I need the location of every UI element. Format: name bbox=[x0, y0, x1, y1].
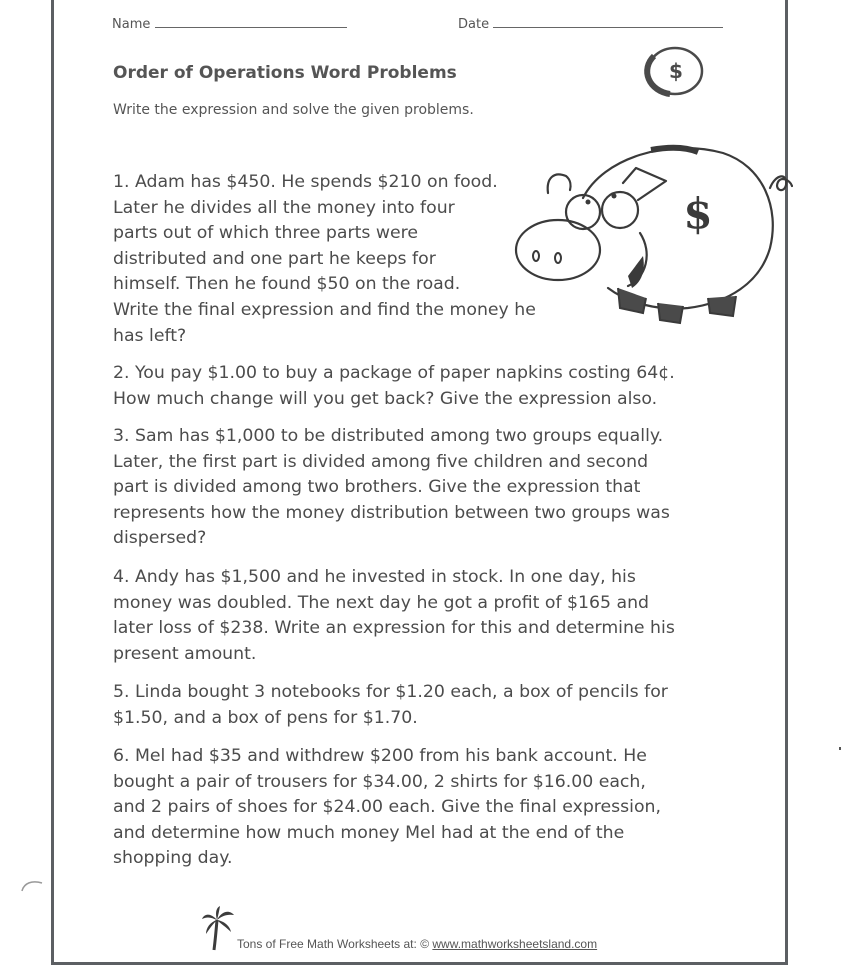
problem-1 bbox=[113, 170, 536, 349]
problem-6-line: bought a pair of trousers for $34.00, 2 shirts for $16.00 each, bbox=[113, 771, 646, 792]
piggy-bank-icon bbox=[508, 138, 793, 328]
problem-6-line: 6. Mel had $35 and withdrew $200 from his bank account. He bbox=[113, 746, 647, 766]
problem-6-line: and 2 pairs of shoes for $24.00 each. Give the final expression, bbox=[113, 797, 661, 818]
problem-4-line: 4. Andy has $1,500 and he invested in stock. In one day, his bbox=[113, 567, 636, 587]
palm-tree-icon bbox=[200, 906, 236, 952]
problem-1-line: Later he divides all the money into four bbox=[113, 197, 455, 218]
page-title: Order of Operations Word Problems bbox=[113, 63, 457, 83]
svg-text:$: $ bbox=[669, 59, 683, 83]
problem-2 bbox=[113, 361, 675, 412]
name-line[interactable] bbox=[155, 27, 347, 28]
problem-4-line: later loss of $238. Write an expression for this and determine his bbox=[113, 618, 675, 639]
problem-4-line: money was doubled. The next day he got a profit of $165 and bbox=[113, 592, 650, 613]
problem-1-line: distributed and one part he keeps for bbox=[113, 248, 436, 269]
problem-6 bbox=[113, 744, 661, 872]
problem-5-line: $1.50, and a box of pens for $1.70. bbox=[113, 707, 418, 728]
scan-mark bbox=[18, 875, 48, 895]
problem-2-line: How much change will you get back? Give the expression also. bbox=[113, 388, 658, 409]
problem-5-line: 5. Linda bought 3 notebooks for $1.20 each, a box of pencils for bbox=[113, 682, 668, 702]
coin-dollar-icon bbox=[640, 44, 706, 100]
date-line[interactable] bbox=[493, 27, 723, 28]
problem-4 bbox=[113, 565, 675, 667]
problem-5 bbox=[113, 680, 668, 731]
problem-2-line: 2. You pay $1.00 to buy a package of paper napkins costing 64¢. bbox=[113, 363, 675, 383]
footer-credit bbox=[237, 937, 597, 951]
problem-3-line: represents how the money distribution between two groups was bbox=[113, 502, 670, 523]
problem-1-line: parts out of which three parts were bbox=[113, 223, 418, 244]
problem-1-line: Write the final expression and find the money he bbox=[113, 299, 536, 320]
problem-3-line: 3. Sam has $1,000 to be distributed among two groups equally. bbox=[113, 426, 664, 446]
footer-link[interactable]: www.mathworksheetsland.com bbox=[432, 937, 598, 951]
problem-1-line: has left? bbox=[113, 325, 187, 346]
name-label: Name bbox=[112, 17, 151, 32]
problem-3-line: dispersed? bbox=[113, 528, 207, 549]
footer-text: Tons of Free Math Worksheets at: © bbox=[237, 937, 430, 951]
name-field[interactable] bbox=[112, 17, 347, 32]
instructions: Write the expression and solve the given problems. bbox=[113, 102, 474, 118]
problem-3 bbox=[113, 424, 670, 552]
problem-6-line: and determine how much money Mel had at the end of the bbox=[113, 822, 625, 843]
scan-dot bbox=[839, 747, 841, 750]
problem-3-line: part is divided among two brothers. Give the expression that bbox=[113, 477, 641, 498]
problem-3-line: Later, the first part is divided among five children and second bbox=[113, 451, 649, 472]
problem-1-line: 1. Adam has $450. He spends $210 on food. bbox=[113, 172, 498, 192]
problem-6-line: shopping day. bbox=[113, 848, 233, 869]
date-field[interactable] bbox=[458, 17, 723, 32]
svg-text:$: $ bbox=[683, 189, 713, 238]
date-label: Date bbox=[458, 17, 490, 32]
problem-4-line: present amount. bbox=[113, 643, 257, 664]
problem-1-line: himself. Then he found $50 on the road. bbox=[113, 274, 461, 295]
